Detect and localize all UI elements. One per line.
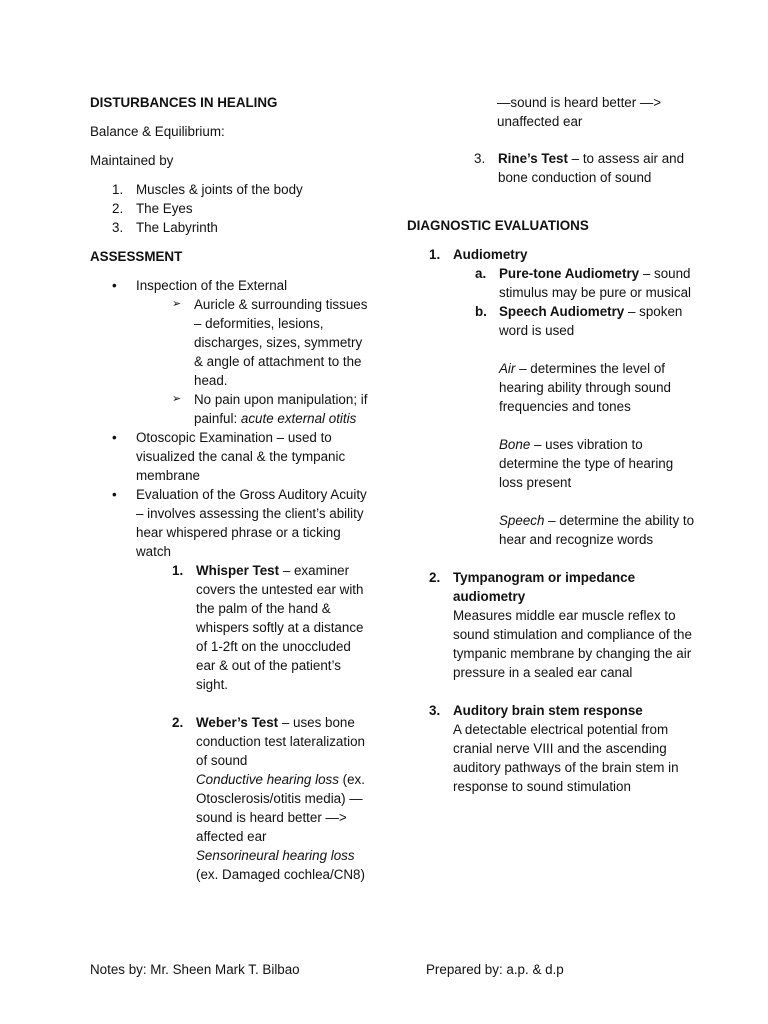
document-title: DISTURBANCES IN HEALING: [90, 95, 278, 110]
maintained-heading: Maintained by: [90, 153, 174, 168]
list-item: 2. Tympanogram or impedance audiometry Measures middle ear muscle reflex to sound stimulation and compliance of the tympanic membrane by changing the air pressure in a sealed ear canal: [429, 570, 692, 680]
rines-test: [407, 149, 697, 187]
right-column: [407, 93, 697, 796]
list-item: 1. Audiometry a. Pure-tone Audiometry – sound stimulus may be pure or musical b. Speech Audiometry – spoken word is used Air – determines the level of hearing ability through sound frequencies and tones Bone – uses vibration to determine the type of hearing loss present Speech – determine the ability to hear and recognize words: [429, 245, 697, 549]
diagnostic-list: [407, 245, 697, 796]
air-paragraph: Air – determines the level of hearing ability through sound frequencies and tones: [499, 361, 671, 414]
list-item: • Inspection of the External ➢ Auricle & surrounding tissues – deformities, lesions, discharges, sizes, symmetry & angle of attachment to the head. ➢ No pain upon manipulation; if painful: acute external otitis: [98, 276, 370, 428]
assessment-list: [90, 276, 370, 884]
list-item: • Evaluation of the Gross Auditory Acuity – involves assessing the client’s ability hear whispered phrase or a ticking watch 1. Whisper Test – examiner covers the untested ear with the palm of the hand & whispers softly at a distance of 1-2ft on the unoccluded ear & out of the patient’s sight. 2. Weber’s Test – uses bone conduction test lateralization of sound Conductive hearing loss (ex. Otosclerosis/otitis media) — sound is heard better —> affected ear Sensorineural hearing loss (ex. Damaged cochlea/CN8): [98, 485, 370, 884]
maintained-list: [90, 180, 370, 237]
footer-notes: Notes by: Mr. Sheen Mark T. Bilbao: [90, 962, 300, 977]
list-item: b. Speech Audiometry – spoken word is used Air – determines the level of hearing ability through sound frequencies and tones Bone – uses vibration to determine the type of hearing loss present Speech – determine the ability to hear and recognize words: [475, 302, 697, 549]
list-item: ➢ No pain upon manipulation; if painful: acute external otitis: [158, 390, 370, 428]
bullet-icon: •: [112, 487, 117, 502]
bullet-icon: •: [112, 430, 117, 445]
footer-prepared: Prepared by: a.p. & d.p: [426, 962, 564, 977]
bone-paragraph: Bone – uses vibration to determine the type of hearing loss present: [499, 437, 674, 490]
list-item: 3. Auditory brain stem response A detectable electrical potential from cranial nerve VIII and the ascending auditory pathways of the brain stem in response to sound stimulation: [429, 703, 679, 794]
list-item: ➢ Auricle & surrounding tissues – deformities, lesions, discharges, sizes, symmetry & angle of attachment to the head.: [158, 295, 370, 390]
list-item: 2. Weber’s Test – uses bone conduction test lateralization of sound Conductive hearing loss (ex. Otosclerosis/otitis media) — sound is heard better —> affected ear Sensorineural hearing loss (ex. Damaged cochlea/CN8): [172, 715, 365, 882]
balance-heading: Balance & Equilibrium:: [90, 124, 225, 139]
list-item: 1. Whisper Test – examiner covers the untested ear with the palm of the hand & whispers softly at a distance of 1-2ft on the unoccluded ear & out of the patient’s sight.: [172, 563, 364, 692]
arrow-bullet-icon: ➢: [172, 298, 182, 310]
bullet-icon: •: [112, 278, 117, 293]
list-item: a. Pure-tone Audiometry – sound stimulus may be pure or musical: [475, 266, 692, 300]
list-item: 3. The Labyrinth: [112, 220, 218, 235]
assessment-heading: ASSESSMENT: [90, 249, 183, 264]
list-item: 2. The Eyes: [112, 201, 193, 216]
list-item: 1. Muscles & joints of the body: [112, 182, 303, 197]
webers-test-continuation: —sound is heard better —> unaffected ear: [497, 95, 662, 129]
diagnostic-heading: DIAGNOSTIC EVALUATIONS: [407, 218, 589, 233]
left-column: [90, 93, 370, 884]
list-item: 3. Rine’s Test – to assess air and bone conduction of sound: [474, 151, 685, 185]
arrow-bullet-icon: ➢: [172, 393, 182, 405]
speech-paragraph: Speech – determine the ability to hear and recognize words: [499, 513, 695, 547]
list-item: • Otoscopic Examination – used to visualized the canal & the tympanic membrane: [98, 428, 370, 485]
